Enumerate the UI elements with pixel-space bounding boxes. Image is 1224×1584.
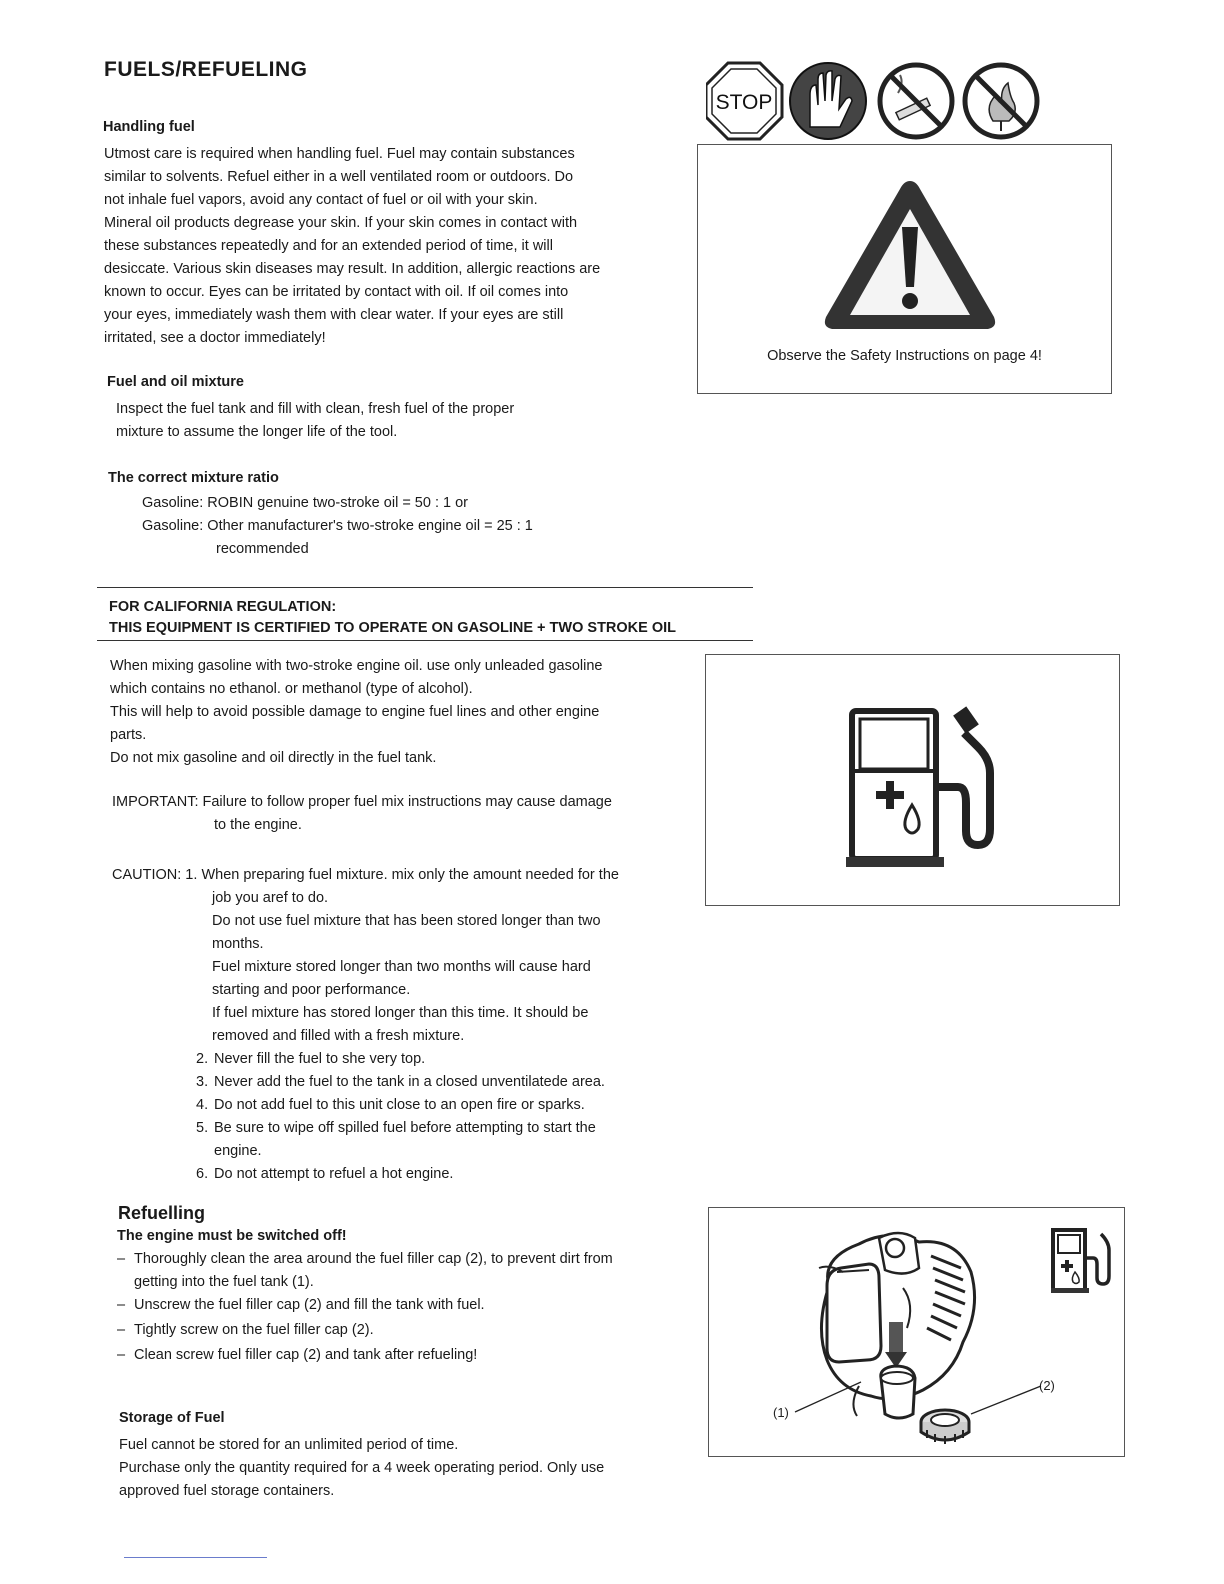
caution-item-4: 4. Do not add fuel to this unit close to an open fire or sparks. (196, 1097, 585, 1113)
list-item: – Unscrew the fuel filler cap (2) and fill the tank with fuel. (117, 1294, 613, 1317)
divider-top (97, 587, 753, 588)
caution-list: CAUTION: 1. When preparing fuel mixture. mix only the amount needed for the job you aref to do. Do not use fuel mixture that has been stored longer than two months. Fuel mixture stored longer than two months will cause hard starting and poor performance. If fuel mixture has stored longer than this time. It should be removed and filled with a fresh mixture. 2. Never fill the fuel to she very top. 3. Never add the fuel to the tank in a closed unventilatede area. 4. Do not add fuel to this unit close to an open fire or sparks. 5. Be sure to wipe off spilled fuel before attempting to start the engine. 6. Do not attempt to refuel a hot engine. (112, 864, 619, 1186)
refuelling-heading: Refuelling (118, 1203, 206, 1223)
small-fuel-pump-icon (1051, 1230, 1109, 1293)
engine-illustration (709, 1208, 1124, 1456)
ratio-text: Gasoline: ROBIN genuine two-stroke oil = 50 : 1 or Gasoline: Other manufacturer's two-stroke engine oil = 25 : 1 recommended (142, 495, 533, 557)
storage-text: Fuel cannot be stored for an unlimited period of time. Purchase only the quantity required for a 4 week operating period. Only use approved fuel storage containers. (119, 1437, 605, 1499)
ratio-heading: The correct mixture ratio (108, 470, 279, 486)
callout-label-2: (2) (1039, 1378, 1055, 1393)
warning-box (697, 144, 1112, 394)
storage-heading: Storage of Fuel (119, 1410, 225, 1426)
warning-triangle-icon (820, 175, 1000, 335)
list-item: – Clean screw fuel filler cap (2) and tank after refueling! (117, 1344, 613, 1367)
safety-caption: Observe the Safety Instructions on page 4! (767, 348, 1042, 364)
refuelling-subheading: The engine must be switched off! (117, 1228, 347, 1244)
mixture-text: Inspect the fuel tank and fill with clean, fresh fuel of the proper mixture to assume the longer life of the tool. (116, 401, 515, 440)
california-line-1: FOR CALIFORNIA REGULATION: (109, 599, 337, 615)
page-title: FUELS/REFUELING (104, 58, 308, 81)
safety-icons (706, 61, 1042, 145)
caution-item-2: 2. Never fill the fuel to she very top. (196, 1051, 426, 1067)
footer-line (124, 1557, 267, 1558)
fuel-pump-icon (846, 703, 1006, 869)
divider-bottom (97, 640, 753, 641)
list-item: – Tightly screw on the fuel filler cap (2). (117, 1319, 613, 1342)
no-flame-icon (965, 65, 1037, 137)
callout-label-1: (1) (773, 1405, 789, 1420)
fuel-cap-icon (921, 1410, 969, 1444)
list-item: – Thoroughly clean the area around the fuel filler cap (2), to prevent dirt from getting into the fuel tank (1). (117, 1248, 613, 1294)
handling-text: Utmost care is required when handling fuel. Fuel may contain substances similar to solvents. Refuel either in a well ventilated room or outdoors. Do not inhale fuel vapors, avoid any contact of fuel or oil with your skin. Mineral oil products degrease your skin. If your skin comes in contact with these substances repeatedly and for an extended period of time, it will desiccate. Various skin diseases may result. In addition, allergic reactions are known to occur. Eyes can be irritated by contact with oil. If oil comes into your eyes, immediately wash them with clear water. If your eyes are still irritated, see a doctor immediately! (104, 146, 601, 346)
engine-icon (819, 1233, 975, 1444)
caution-item-5: 5. Be sure to wipe off spilled fuel before attempting to start the (196, 1120, 596, 1136)
no-smoking-icon (880, 65, 952, 137)
california-line-2: THIS EQUIPMENT IS CERTIFIED TO OPERATE ON GASOLINE + TWO STROKE OIL (109, 620, 677, 636)
gloves-icon (790, 63, 866, 139)
fuel-pump-box (705, 654, 1120, 906)
mixture-heading: Fuel and oil mixture (107, 374, 244, 390)
important-note: IMPORTANT: Failure to follow proper fuel mix instructions may cause damage to the engine. (112, 794, 612, 833)
handling-heading: Handling fuel (103, 119, 195, 135)
caution-item-3: 3. Never add the fuel to the tank in a closed unventilatede area. (196, 1074, 605, 1090)
caution-item-6: 6. Do not attempt to refuel a hot engine. (196, 1166, 454, 1182)
svg-text:STOP: STOP (715, 91, 773, 114)
refuelling-list (117, 1248, 613, 1367)
stop-sign-icon (706, 63, 782, 139)
mixing-text: When mixing gasoline with two-stroke engine oil. use only unleaded gasoline which contains no ethanol. or methanol (type of alcohol). This will help to avoid possible damage to engine fuel lines and other engine parts. Do not mix gasoline and oil directly in the fuel tank. (110, 658, 603, 766)
refuelling-figure-box (708, 1207, 1125, 1457)
